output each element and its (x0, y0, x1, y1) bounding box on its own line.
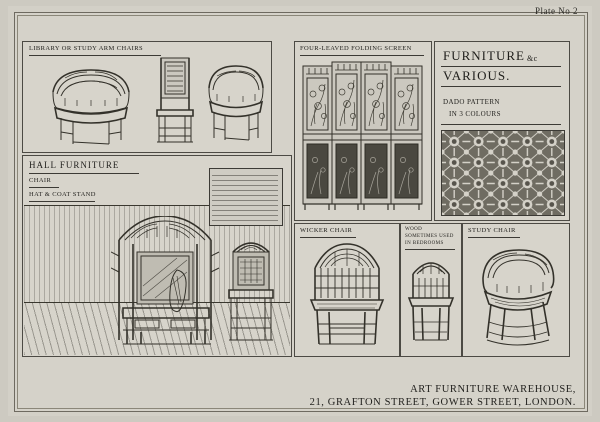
sketch-folding-screen (301, 60, 425, 212)
sketch-wood-bedroom-chair (407, 252, 455, 350)
caption-wicker-chair: WICKER CHAIR (300, 227, 353, 234)
dado-rule (441, 124, 561, 125)
panel-furniture-various (434, 41, 570, 221)
caption-dado-pattern: DADO PATTERN (443, 98, 500, 106)
caption-library-arm-chairs: LIBRARY OR STUDY ARM CHAIRS (29, 45, 143, 52)
caption-underline-screen (300, 55, 424, 56)
caption-underline-wood (405, 249, 455, 250)
caption-hall-chair: CHAIR (29, 177, 52, 184)
sketch-wicker-chair (307, 242, 387, 350)
footer-line-2: 21, GRAFTON STREET, GOWER STREET, LONDON. (309, 397, 576, 408)
title-various: VARIOUS. (443, 68, 511, 83)
caption-underline-wicker (300, 237, 356, 238)
caption-underline-hall-chair (29, 187, 59, 188)
sketch-tub-armchair-left (39, 58, 143, 148)
sketch-hall-chair (223, 232, 279, 348)
caption-sometimes-used: SOMETIMES USED (405, 234, 454, 239)
caption-study-chair: STUDY CHAIR (468, 227, 516, 234)
title-furniture-suffix: &c (527, 54, 538, 63)
caption-hall-furniture: HALL FURNITURE (29, 160, 120, 170)
title-furniture: FURNITURE (443, 48, 525, 63)
title-rule-2 (441, 86, 561, 87)
caption-dado-colours: IN 3 COLOURS (449, 110, 501, 118)
footer-address (310, 384, 576, 408)
caption-underline-study (468, 237, 520, 238)
caption-underline-hall (29, 173, 139, 174)
dado-pattern-field (441, 130, 565, 216)
sketch-round-armchair-right (205, 58, 267, 148)
footer-line-1: ART FURNITURE WAREHOUSE, (410, 384, 576, 395)
caption-wood: WOOD (405, 227, 423, 232)
sketch-hat-and-coat-stand (111, 216, 221, 348)
caption-in-bedrooms: IN BEDROOMS (405, 241, 444, 246)
caption-folding-screen: FOUR-LEAVED FOLDING SCREEN (300, 45, 412, 52)
panel-folding-screen (294, 41, 432, 221)
sketch-hall-chair-middle (151, 56, 201, 148)
panel-wicker-chair (294, 223, 400, 357)
title-rule-1 (441, 66, 561, 67)
panel-study-chair (462, 223, 570, 357)
window-blind-slats (212, 171, 278, 221)
panel-wood-chair (400, 223, 462, 357)
caption-hat-coat-stand: HAT & COAT STAND (29, 191, 96, 198)
sketch-study-chair (475, 244, 559, 350)
plate-number: Plate No 2 (535, 6, 578, 16)
caption-underline-hat-coat (29, 201, 95, 202)
panel-hall-furniture (22, 155, 292, 357)
caption-underline-library (29, 55, 161, 56)
panel-library-arm-chairs (22, 41, 272, 153)
